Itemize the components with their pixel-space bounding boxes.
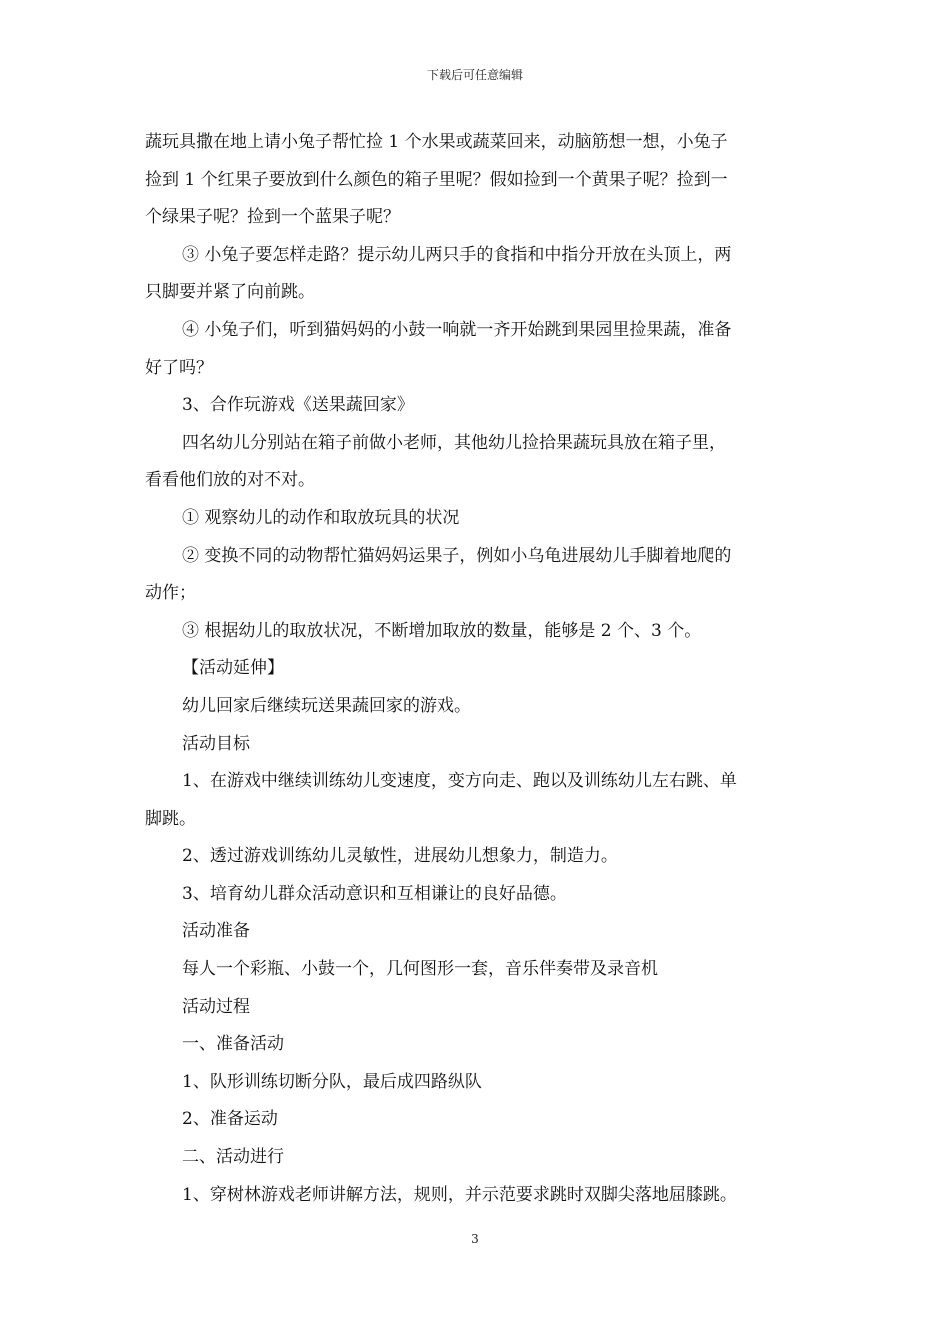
text-line: 一、准备活动 xyxy=(182,1034,284,1055)
text-line: 二、活动进行 xyxy=(182,1147,284,1168)
text-line: ① 观察幼儿的动作和取放玩具的状况 xyxy=(182,507,460,528)
text-line: 动作； xyxy=(145,583,196,604)
document-body xyxy=(145,124,810,1214)
text-line: 1、穿树林游戏老师讲解方法，规则，并示范要求跳时双脚尖落地屈膝跳。 xyxy=(182,1184,737,1205)
text-line: 脚跳。 xyxy=(145,808,196,829)
text-line: 【活动延伸】 xyxy=(182,658,284,679)
text-line: 2、透过游戏训练幼儿灵敏性，进展幼儿想象力，制造力。 xyxy=(182,846,618,867)
text-line: 活动准备 xyxy=(182,921,250,942)
text-line: 1、在游戏中继续训练幼儿变速度，变方向走、跑以及训练幼儿左右跳、单 xyxy=(182,771,737,792)
text-line: 只脚要并紧了向前跳。 xyxy=(145,282,315,303)
text-line: 活动过程 xyxy=(182,996,250,1017)
text-line: 活动目标 xyxy=(182,733,250,754)
text-line: 3、培育幼儿群众活动意识和互相谦让的良好品德。 xyxy=(182,883,567,904)
text-line: 蔬玩具撒在地上请小兔子帮忙捡 1 个水果或蔬菜回来，动脑筋想一想，小兔子 xyxy=(145,132,728,152)
text-line: 2、准备运动 xyxy=(182,1109,278,1130)
page-header: 下载后可任意编辑 xyxy=(426,68,523,82)
text-line: 好了吗？ xyxy=(145,357,213,378)
text-line: 个绿果子呢？捡到一个蓝果子呢？ xyxy=(145,207,400,228)
text-line: ③ 根据幼儿的取放状况，不断增加取放的数量，能够是 2 个、3 个。 xyxy=(182,620,702,641)
text-line: 每人一个彩瓶、小鼓一个，几何图形一套，音乐伴奏带及录音机 xyxy=(182,959,658,980)
page-number: 3 xyxy=(471,1232,479,1246)
text-line: 1、队形训练切断分队，最后成四路纵队 xyxy=(182,1071,482,1092)
text-line: ④ 小兔子们，听到猫妈妈的小鼓一响就一齐开始跳到果园里捡果蔬，准备 xyxy=(182,319,732,340)
text-line: 四名幼儿分别站在箱子前做小老师，其他幼儿捡拾果蔬玩具放在箱子里， xyxy=(182,432,726,453)
text-line: ③ 小兔子要怎样走路？提示幼儿两只手的食指和中指分开放在头顶上，两 xyxy=(182,244,732,265)
text-line: 幼儿回家后继续玩送果蔬回家的游戏。 xyxy=(182,695,471,716)
text-line: 3、合作玩游戏《送果蔬回家》 xyxy=(182,395,414,416)
text-line: ② 变换不同的动物帮忙猫妈妈运果子，例如小乌龟进展幼儿手脚着地爬的 xyxy=(182,545,732,566)
text-line: 捡到 1 个红果子要放到什么颜色的箱子里呢？假如捡到一个黄果子呢？捡到一 xyxy=(145,169,728,190)
text-line: 看看他们放的对不对。 xyxy=(145,470,315,491)
